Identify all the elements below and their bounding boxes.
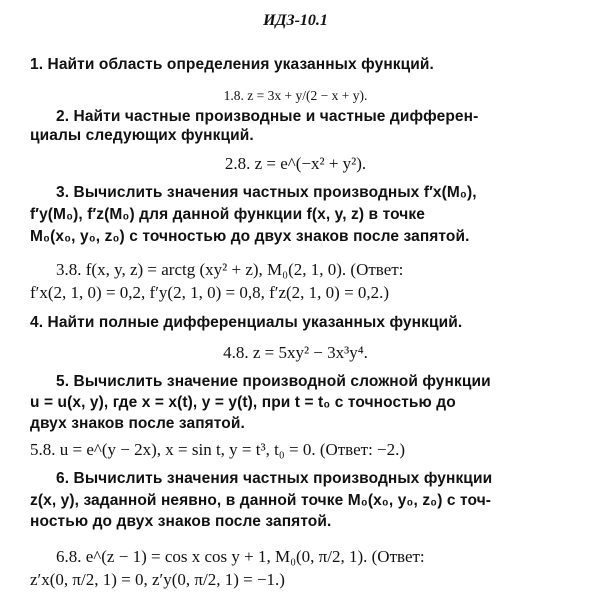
variant-3-8-line-1: 3.8. f(x, y, z) = arctg (xy² + z), M₀(2, 1, 0). (Ответ: bbox=[56, 260, 404, 279]
task-6-line-1: 6. Вычислить значения частных производных функции bbox=[56, 470, 493, 487]
task-1-text: 1. Найти область определения указанных функций. bbox=[30, 56, 434, 73]
task-5-line-1: 5. Вычислить значение производной сложной функции bbox=[56, 373, 491, 390]
task-2-line-1: 2. Найти частные производные и частные дифферен- bbox=[56, 108, 479, 125]
task-5-line-2: u = u(x, y), где x = x(t), y = y(t), при t = t₀ с точностью до bbox=[30, 394, 456, 411]
variant-1-8: 1.8. z = 3x + y/(2 − x + y). bbox=[223, 88, 368, 103]
task-6-line-2: z(x, y), заданной неявно, в данной точке M₀(x₀, y₀, z₀) с точ- bbox=[30, 492, 492, 509]
variant-5-8: 5.8. u = e^(y − 2x), x = sin t, y = t³, t₀ = 0. (Ответ: −2.) bbox=[30, 440, 406, 459]
task-3-line-1: 3. Вычислить значения частных производных f′x(M₀), bbox=[56, 184, 477, 201]
task-6-line-3: ностью до двух знаков после запятой. bbox=[30, 513, 332, 530]
task-3-line-3: M₀(x₀, y₀, z₀) с точностью до двух знаков после запятой. bbox=[30, 228, 470, 245]
task-2-line-2: циалы следующих функций. bbox=[30, 127, 254, 144]
variant-6-8-line-1: 6.8. e^(z − 1) = cos x cos y + 1, M₀(0, π/2, 1). (Ответ: bbox=[56, 547, 425, 566]
variant-4-8: 4.8. z = 5xy² − 3x³y⁴. bbox=[223, 343, 368, 362]
task-4-text: 4. Найти полные дифференциалы указанных функций. bbox=[30, 314, 463, 331]
variant-2-8: 2.8. z = e^(−x² + y²). bbox=[224, 154, 367, 173]
task-3-line-2: f′y(M₀), f′z(M₀) для данной функции f(x, y, z) в точке bbox=[30, 206, 425, 223]
variant-6-8-line-2: z′x(0, π/2, 1) = 0, z′y(0, π/2, 1) = −1.) bbox=[30, 570, 285, 589]
sheet-title: ИДЗ-10.1 bbox=[263, 12, 328, 29]
variant-3-8-line-2: f′x(2, 1, 0) = 0,2, f′y(2, 1, 0) = 0,8, f′z(2, 1, 0) = 0,2.) bbox=[30, 283, 390, 302]
task-5-line-3: двух знаков после запятой. bbox=[30, 415, 245, 432]
